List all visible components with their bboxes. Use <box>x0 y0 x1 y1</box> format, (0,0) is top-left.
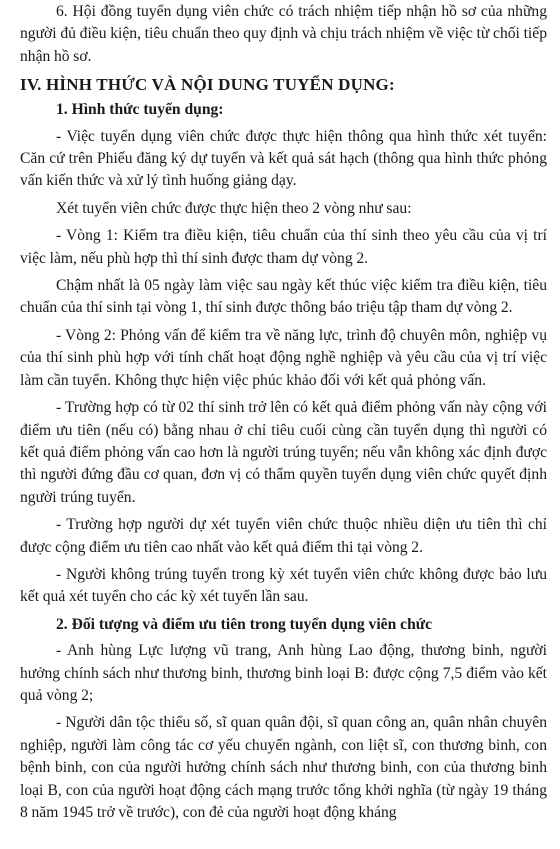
section-heading-iv: IV. HÌNH THỨC VÀ NỘI DUNG TUYỂN DỤNG: <box>20 75 395 95</box>
paragraph-priority-heroes: - Anh hùng Lực lượng vũ trang, Anh hùng Lao động, thương binh, người hưởng chính sách như thương binh, thương binh loại B: được cộng 7,5 điểm vào kết quả vòng 2; <box>20 642 547 704</box>
document-page <box>0 1 560 849</box>
paragraph-no-reservation: - Người không trúng tuyển trong kỳ xét tuyển viên chức không được bảo lưu kết quả xét tuyển cho các kỳ xét tuyển lần sau. <box>20 565 547 606</box>
paragraph-form-desc: - Việc tuyển dụng viên chức được thực hiện thông qua hình thức xét tuyển: Căn cứ trên Phiếu đăng ký dự tuyển và kết quả sát hạch (thông qua hình thức phỏng vấn kiến thức và xử lý tình huống giảng dạy. <box>20 127 547 190</box>
paragraph-multiple-priority: - Trường hợp người dự xét tuyển viên chức thuộc nhiều diện ưu tiên thì chỉ được cộng điểm ưu tiên cao nhất vào kết quả điểm thi tại vòng 2. <box>20 516 547 556</box>
paragraph-council-responsibility: 6. Hội đồng tuyển dụng viên chức có trách nhiệm tiếp nhận hồ sơ của những người đủ điều kiện, tiêu chuẩn theo quy định và chịu trách nhiệm về việc từ chối tiếp nhận hồ sơ. <box>20 3 547 65</box>
paragraph-priority-ethnic: - Người dân tộc thiểu số, sĩ quan quân đội, sĩ quan công an, quân nhân chuyên nghiệp, người làm công tác cơ yếu chuyển ngành, con liệt sĩ, con thương binh, con bệnh binh, con của người hưởng chính sách như thương binh, con của thương binh loại B, con của người hoạt động cách mạng trước tổng khởi nghĩa (từ ngày 19 tháng 8 năm 1945 trở về trước), con đẻ của người hoạt động kháng <box>20 714 547 821</box>
paragraph-round-2: - Vòng 2: Phỏng vấn để kiểm tra về năng lực, trình độ chuyên môn, nghiệp vụ của thí sinh phù hợp với tính chất hoạt động nghề nghiệp và yêu cầu của vị trí việc làm cần tuyển. Không thực hiện việc phúc khảo đối với kết quả phỏng vấn. <box>20 326 547 389</box>
paragraph-round-1: - Vòng 1: Kiểm tra điều kiện, tiêu chuẩn của thí sinh theo yêu cầu của vị trí việc làm, nếu phù hợp thì thí sinh được tham dự vòng 2. <box>20 227 547 267</box>
paragraph-round-1-notice: Chậm nhất là 05 ngày làm việc sau ngày kết thúc việc kiểm tra điều kiện, tiêu chuẩn của thí sinh tại vòng 1, thí sinh được thông báo triệu tập tham dự vòng 2. <box>20 277 547 317</box>
subheading-form: 1. Hình thức tuyển dụng: <box>56 101 224 119</box>
paragraph-two-rounds: Xét tuyển viên chức được thực hiện theo 2 vòng như sau: <box>56 199 412 217</box>
subheading-priority: 2. Đối tượng và điểm ưu tiên trong tuyển dụng viên chức <box>56 615 433 633</box>
paragraph-tie-break: - Trường hợp có từ 02 thí sinh trở lên có kết quả điểm phỏng vấn này cộng với điểm ưu tiên (nếu có) bằng nhau ở chỉ tiêu cuối cùng cần tuyển dụng thì người có kết quả điểm phỏng vấn cao hơn là người trúng tuyển; nếu vẫn không xác định được thì người đứng đầu cơ quan, đơn vị có thẩm quyền tuyển dụng viên chức quyết định người trúng tuyển. <box>20 399 547 506</box>
